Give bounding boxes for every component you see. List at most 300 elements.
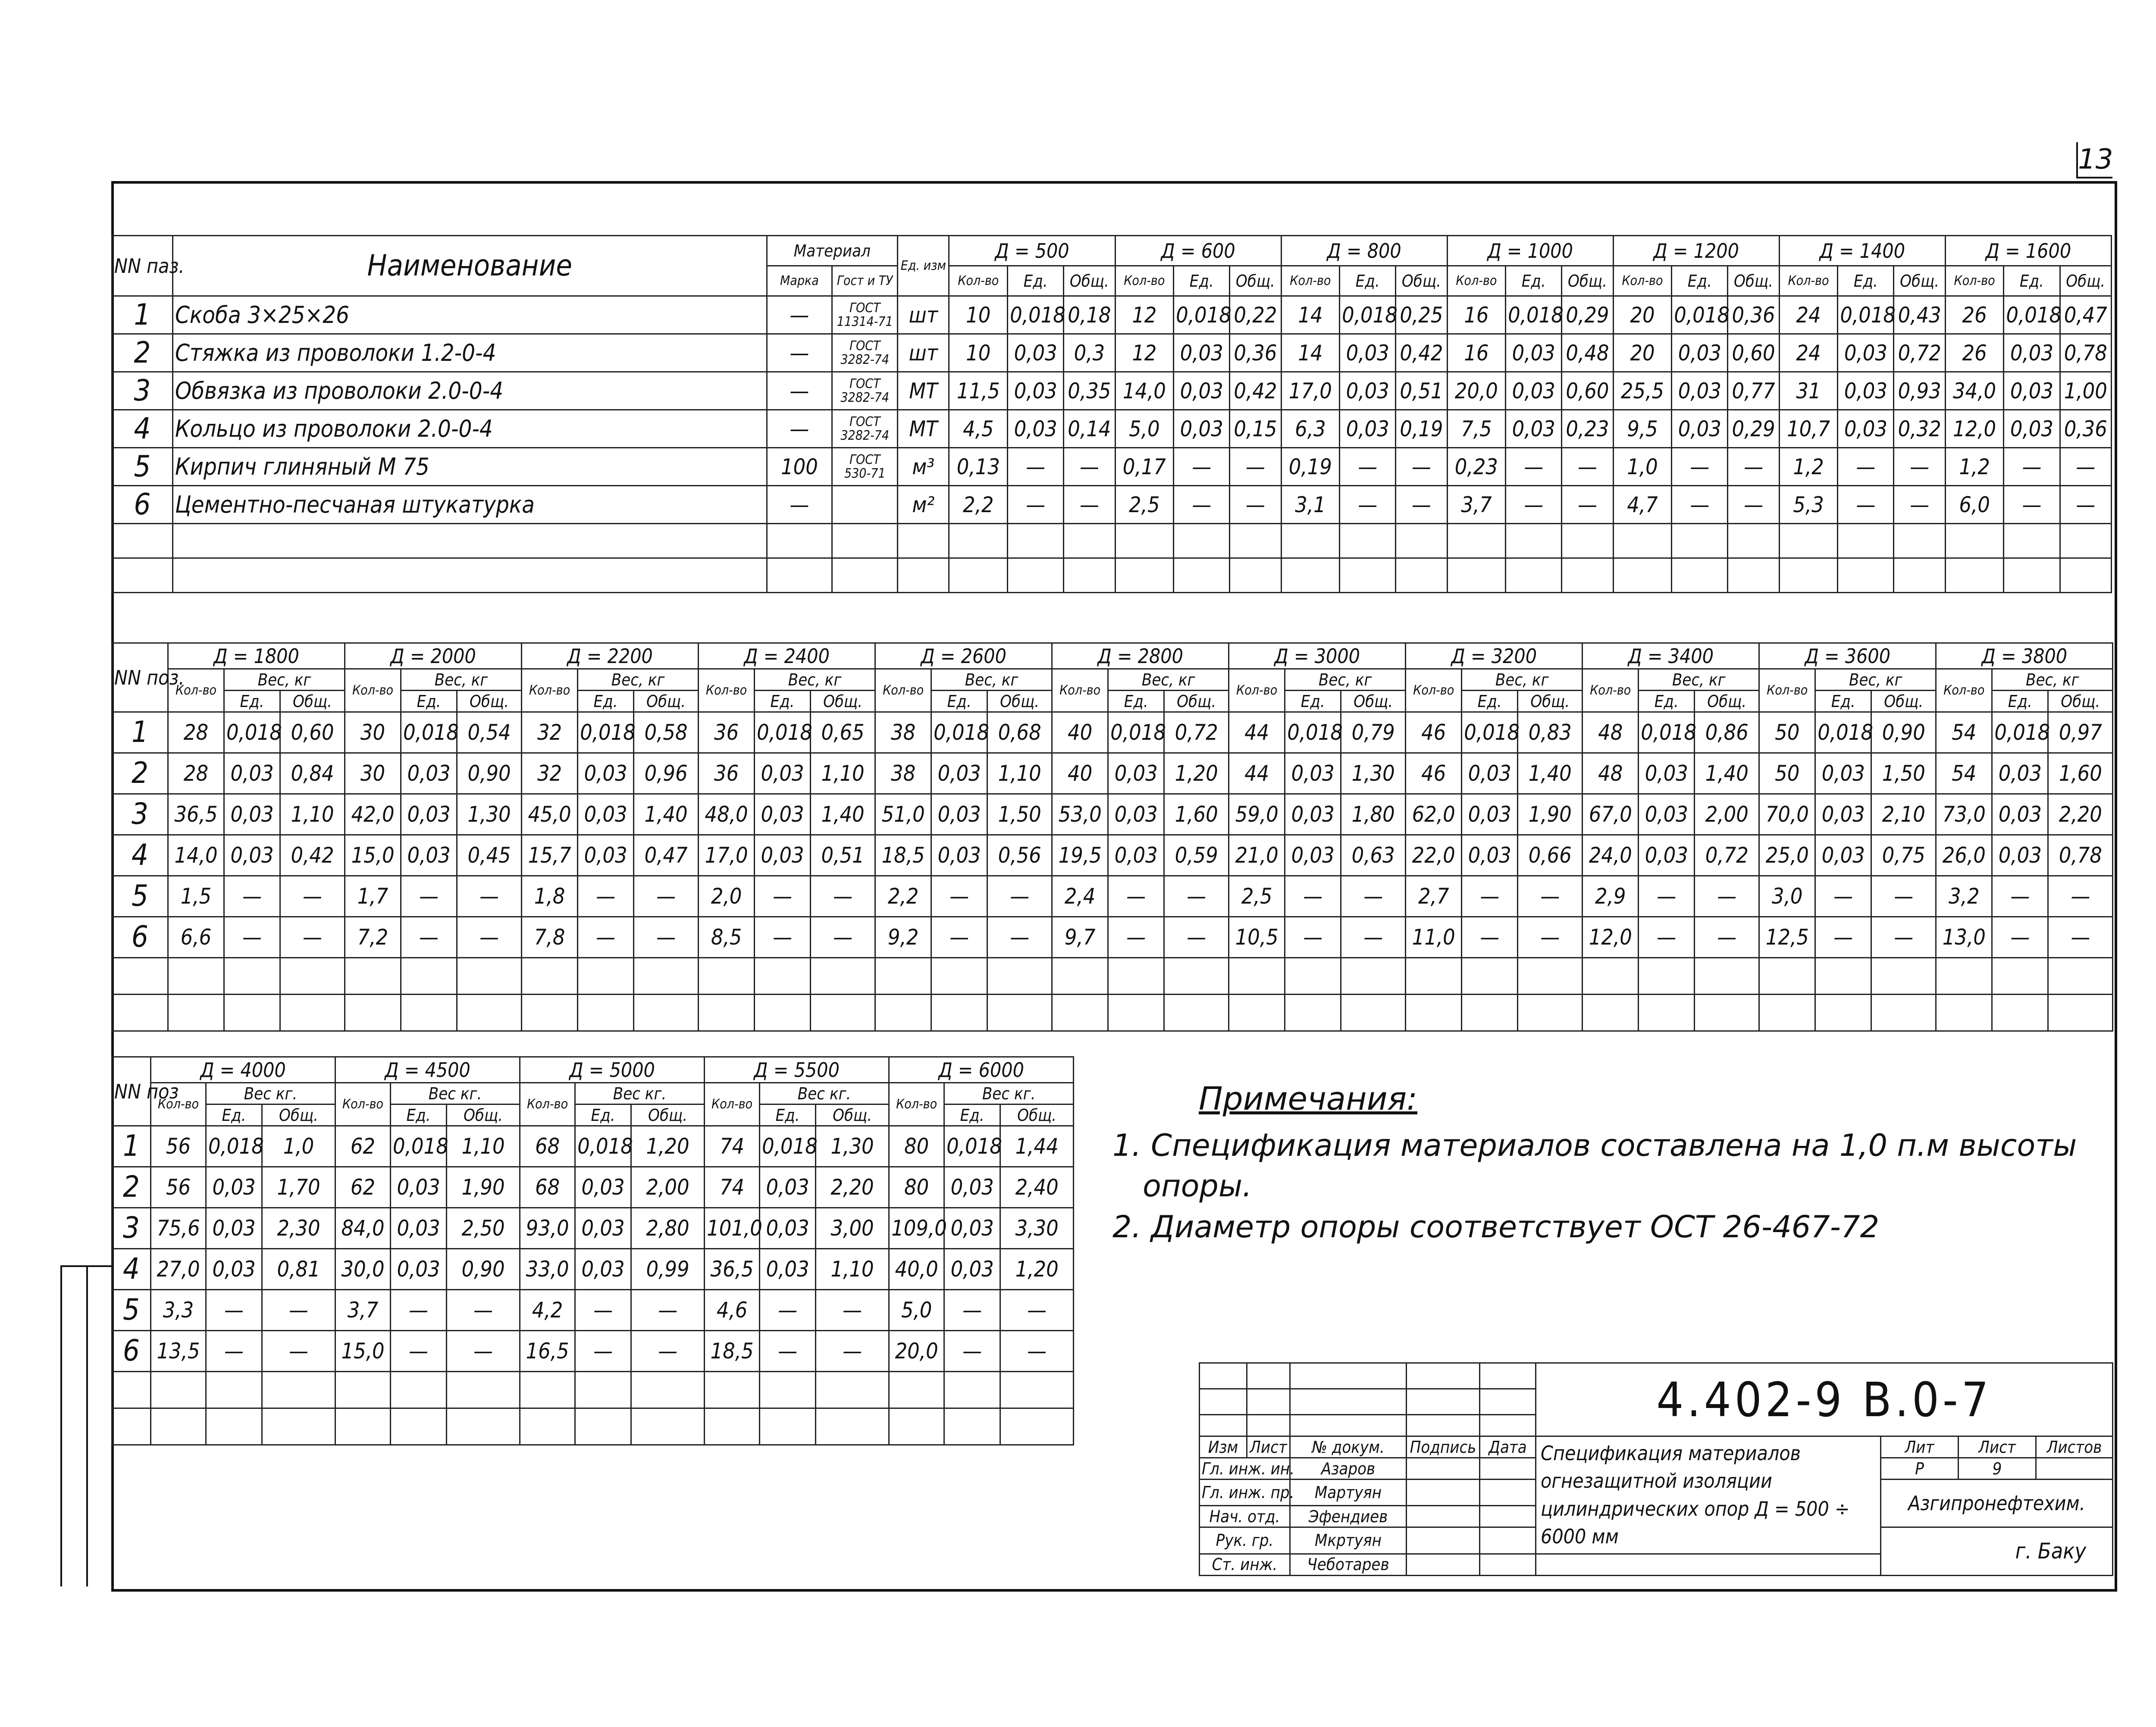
col-kol: Кол-во (1945, 266, 2004, 296)
cell-value: 0,018 (1639, 712, 1695, 753)
row-pos: 4 (112, 835, 168, 876)
cell-value: 40,0 (889, 1249, 944, 1290)
cell-value: 62 (335, 1167, 391, 1208)
col-ves-ed: Ед. (401, 691, 457, 712)
tb-description: Спецификация материалов огнезащитной изоляции цилиндрических опор Д = 500 ÷ 6000 мм (1536, 1436, 1881, 1554)
spec-table-middle (111, 642, 2113, 1032)
cell-value: 101,0 (705, 1208, 760, 1249)
col-ves-obsh: Общ. (457, 691, 522, 712)
cell-value: 14,0 (1115, 372, 1174, 410)
cell-value: 4,6 (705, 1290, 760, 1331)
col-ves-ed: Ед. (578, 691, 634, 712)
cell-value: 40 (1052, 712, 1108, 753)
cell-value: — (206, 1331, 262, 1372)
tb-sheet: 9 (1959, 1458, 2036, 1480)
row-unit: МТ (898, 410, 949, 448)
cell-value: — (1518, 917, 1583, 958)
cell-value: 10 (949, 334, 1008, 372)
cell-value: 26 (1945, 334, 2004, 372)
col-nn: NN паз. (112, 236, 173, 296)
col-ves-ed: Ед. (1340, 266, 1396, 296)
col-ves-ed: Ед. (1462, 691, 1518, 712)
cell-value: 0,90 (457, 753, 522, 794)
cell-value: — (457, 917, 522, 958)
cell-value: — (1838, 448, 1894, 486)
diameter-group-header: Д = 1200 (1613, 236, 1779, 266)
diameter-group-header: Д = 4500 (335, 1057, 520, 1083)
tb-h-doc: № докум. (1290, 1436, 1407, 1458)
row-gost: ГОСТ 530-71 (832, 448, 898, 486)
cell-value: — (1639, 917, 1695, 958)
cell-value: 13,5 (151, 1331, 206, 1372)
cell-value: — (401, 876, 457, 917)
cell-value: 84,0 (335, 1208, 391, 1249)
cell-value: 0,03 (1815, 753, 1871, 794)
cell-value: 0,018 (1108, 712, 1164, 753)
cell-value: 2,80 (631, 1208, 705, 1249)
cell-value: 36,5 (705, 1249, 760, 1290)
cell-value: 53,0 (1052, 794, 1108, 835)
col-ves-ed: Ед. (1174, 266, 1230, 296)
row-pos: 6 (112, 1331, 151, 1372)
cell-value: 11,0 (1406, 917, 1462, 958)
cell-value: 24 (1779, 334, 1838, 372)
cell-value: 0,03 (755, 835, 811, 876)
cell-value: 0,018 (391, 1126, 447, 1167)
cell-value: — (944, 1331, 1000, 1372)
cell-value: 0,03 (1008, 334, 1064, 372)
row-pos: 5 (112, 448, 173, 486)
cell-value: 18,5 (875, 835, 931, 876)
cell-value: 20,0 (1447, 372, 1506, 410)
cell-value: 0,78 (2060, 334, 2111, 372)
cell-value: 12,5 (1759, 917, 1815, 958)
col-ves-obsh: Общ. (1164, 691, 1229, 712)
cell-value: 0,03 (575, 1208, 631, 1249)
cell-value: 12,0 (1945, 410, 2004, 448)
cell-value: 38 (875, 712, 931, 753)
cell-value: 0,18 (1064, 296, 1115, 334)
tb-h-podp: Подпись (1407, 1436, 1480, 1458)
table-row (112, 1249, 1074, 1290)
cell-value: 0,018 (1672, 296, 1728, 334)
cell-value: 0,03 (1008, 410, 1064, 448)
cell-value: 0,018 (931, 712, 987, 753)
cell-value: — (631, 1290, 705, 1331)
cell-value: 0,23 (1447, 448, 1506, 486)
col-ves-obsh: Общ. (1396, 266, 1447, 296)
cell-value: 27,0 (151, 1249, 206, 1290)
cell-value: 56 (151, 1126, 206, 1167)
col-ves-ed: Ед. (1992, 691, 2048, 712)
cell-value: 32 (522, 712, 578, 753)
row-name: Стяжка из проволоки 1.2-0-4 (173, 334, 767, 372)
cell-value: 7,5 (1447, 410, 1506, 448)
cell-value: 1,90 (447, 1167, 520, 1208)
cell-value: — (1000, 1331, 1074, 1372)
cell-value: 34,0 (1945, 372, 2004, 410)
row-marka: 100 (767, 448, 832, 486)
cell-value: 0,018 (944, 1126, 1000, 1167)
cell-value: — (2004, 448, 2060, 486)
cell-value: 2,30 (262, 1208, 335, 1249)
cell-value: 0,17 (1115, 448, 1174, 486)
cell-value: 0,03 (760, 1167, 816, 1208)
cell-value: 62 (335, 1126, 391, 1167)
cell-value: — (1672, 448, 1728, 486)
cell-value: 0,51 (1396, 372, 1447, 410)
col-ves: Вес кг. (760, 1083, 889, 1104)
cell-value: 1,44 (1000, 1126, 1074, 1167)
cell-value: 1,20 (1000, 1249, 1074, 1290)
col-ves-obsh: Общ. (1871, 691, 1936, 712)
cell-value: — (816, 1331, 889, 1372)
cell-value: 1,30 (457, 794, 522, 835)
col-kol: Кол-во (699, 669, 755, 712)
cell-value: 6,0 (1945, 486, 2004, 524)
cell-value: 2,10 (1871, 794, 1936, 835)
row-pos: 2 (112, 1167, 151, 1208)
cell-value: 22,0 (1406, 835, 1462, 876)
tb-person: Мкртуян (1290, 1527, 1407, 1554)
cell-value: — (1108, 876, 1164, 917)
diameter-group-header: Д = 5500 (705, 1057, 889, 1083)
tb-role: Гл. инж. ин. (1200, 1458, 1290, 1480)
cell-value: 3,0 (1759, 876, 1815, 917)
table-row (112, 753, 2113, 794)
cell-value: — (1695, 876, 1759, 917)
cell-value: 26 (1945, 296, 2004, 334)
row-pos: 5 (112, 876, 168, 917)
cell-value: 0,63 (1341, 835, 1406, 876)
col-ves-ed: Ед. (760, 1104, 816, 1126)
tb-role: Рук. гр. (1200, 1527, 1290, 1554)
title-block (1199, 1362, 2113, 1576)
cell-value: — (811, 917, 875, 958)
cell-value: 1,80 (1341, 794, 1406, 835)
cell-value: — (224, 876, 280, 917)
cell-value: 15,7 (522, 835, 578, 876)
col-ves-ed: Ед. (1639, 691, 1695, 712)
col-kol: Кол-во (1583, 669, 1639, 712)
cell-value: 14 (1281, 296, 1340, 334)
col-kol: Кол-во (1281, 266, 1340, 296)
col-ves-obsh: Общ. (1894, 266, 1945, 296)
table-row (112, 917, 2113, 958)
cell-value: — (1506, 448, 1562, 486)
col-ves-ed: Ед. (575, 1104, 631, 1126)
cell-value: 1,2 (1779, 448, 1838, 486)
cell-value: 74 (705, 1167, 760, 1208)
row-gost (832, 486, 898, 524)
cell-value: 0,018 (1008, 296, 1064, 334)
cell-value: 16,5 (520, 1331, 575, 1372)
row-pos: 2 (112, 753, 168, 794)
row-gost: ГОСТ 3282-74 (832, 410, 898, 448)
cell-value: 0,03 (575, 1167, 631, 1208)
cell-value: 0,32 (1894, 410, 1945, 448)
table-row (112, 835, 2113, 876)
col-kol: Кол-во (1052, 669, 1108, 712)
cell-value: 2,0 (699, 876, 755, 917)
cell-value: 1,60 (1164, 794, 1229, 835)
col-ves: Вес кг. (944, 1083, 1074, 1104)
row-unit: м³ (898, 448, 949, 486)
empty-row (112, 524, 2112, 558)
diameter-group-header: Д = 1000 (1447, 236, 1613, 266)
cell-value: 32 (522, 753, 578, 794)
cell-value: 2,50 (447, 1208, 520, 1249)
cell-value: 5,0 (889, 1290, 944, 1331)
cell-value: 75,6 (151, 1208, 206, 1249)
col-unit: Ед. изм (898, 236, 949, 296)
cell-value: 51,0 (875, 794, 931, 835)
col-ves-obsh: Общ. (2060, 266, 2111, 296)
col-ves-obsh: Общ. (280, 691, 345, 712)
cell-value: 46 (1406, 753, 1462, 794)
cell-value: — (1174, 486, 1230, 524)
cell-value: — (578, 876, 634, 917)
cell-value: — (1871, 876, 1936, 917)
col-ves: Вес, кг (1992, 669, 2113, 691)
cell-value: — (280, 917, 345, 958)
cell-value: 0,54 (457, 712, 522, 753)
cell-value: 1,60 (2048, 753, 2113, 794)
cell-value: — (1728, 486, 1779, 524)
col-ves-obsh: Общ. (1230, 266, 1281, 296)
tb-person: Эфендиев (1290, 1506, 1407, 1527)
cell-value: 38 (875, 753, 931, 794)
table-row (112, 334, 2112, 372)
cell-value: 20,0 (889, 1331, 944, 1372)
cell-value: — (2048, 917, 2113, 958)
col-ves-obsh: Общ. (816, 1104, 889, 1126)
table-row (112, 876, 2113, 917)
cell-value: 93,0 (520, 1208, 575, 1249)
cell-value: 0,018 (1838, 296, 1894, 334)
row-marka: — (767, 486, 832, 524)
tb-city: г. Баку (1881, 1527, 2113, 1575)
cell-value: — (1992, 876, 2048, 917)
cell-value: 48 (1583, 753, 1639, 794)
tb-person: Азаров (1290, 1458, 1407, 1480)
table-row (112, 1208, 1074, 1249)
row-unit: м² (898, 486, 949, 524)
col-ves: Вес, кг (1639, 669, 1759, 691)
col-ves-ed: Ед. (391, 1104, 447, 1126)
col-ves-obsh: Общ. (1000, 1104, 1074, 1126)
notes-title: Примечания: (1199, 1080, 1418, 1117)
cell-value: 0,03 (224, 753, 280, 794)
cell-value: 44 (1229, 753, 1285, 794)
cell-value: — (1894, 486, 1945, 524)
cell-value: 0,018 (1285, 712, 1341, 753)
cell-value: 0,03 (944, 1167, 1000, 1208)
col-ves-obsh: Общ. (1341, 691, 1406, 712)
row-pos: 1 (112, 296, 173, 334)
col-kol: Кол-во (1759, 669, 1815, 712)
cell-value: 1,30 (816, 1126, 889, 1167)
cell-value: 1,40 (811, 794, 875, 835)
cell-value: — (987, 876, 1052, 917)
cell-value: 1,10 (447, 1126, 520, 1167)
cell-value: 1,2 (1945, 448, 2004, 486)
note-1-cont: опоры. (1143, 1168, 1252, 1204)
col-ves-obsh: Общ. (634, 691, 699, 712)
cell-value: 0,03 (1108, 794, 1164, 835)
table-row (112, 410, 2112, 448)
cell-value: 0,75 (1871, 835, 1936, 876)
cell-value: — (1506, 486, 1562, 524)
cell-value: 26,0 (1936, 835, 1992, 876)
cell-value: 30 (345, 712, 401, 753)
cell-value: 10 (949, 296, 1008, 334)
cell-value: 50 (1759, 753, 1815, 794)
col-ves-ed: Ед. (755, 691, 811, 712)
cell-value: 0,03 (1285, 835, 1341, 876)
cell-value: 15,0 (335, 1331, 391, 1372)
cell-value: 0,60 (280, 712, 345, 753)
cell-value: 12 (1115, 334, 1174, 372)
table-row (112, 1331, 1074, 1372)
cell-value: 3,00 (816, 1208, 889, 1249)
col-ves-ed: Ед. (1008, 266, 1064, 296)
tb-role: Ст. инж. (1200, 1554, 1290, 1575)
cell-value: 0,03 (1639, 835, 1695, 876)
diameter-group-header: Д = 2800 (1052, 643, 1229, 669)
cell-value: 10,5 (1229, 917, 1285, 958)
cell-value: — (1728, 448, 1779, 486)
cell-value: 0,03 (1992, 835, 2048, 876)
col-kol: Кол-во (335, 1083, 391, 1126)
col-kol: Кол-во (168, 669, 224, 712)
cell-value: — (447, 1331, 520, 1372)
cell-value: 0,03 (1174, 372, 1230, 410)
spec-table-bottom (111, 1056, 1074, 1445)
cell-value: 21,0 (1229, 835, 1285, 876)
cell-value: — (1000, 1290, 1074, 1331)
col-ves-ed: Ед. (1108, 691, 1164, 712)
cell-value: 2,5 (1229, 876, 1285, 917)
cell-value: 0,72 (1894, 334, 1945, 372)
col-ves-ed: Ед. (1838, 266, 1894, 296)
col-ves-ed: Ед. (944, 1104, 1000, 1126)
cell-value: 1,10 (811, 753, 875, 794)
cell-value: 0,47 (634, 835, 699, 876)
cell-value: 0,19 (1396, 410, 1447, 448)
diameter-group-header: Д = 1800 (168, 643, 345, 669)
col-ves-obsh: Общ. (2048, 691, 2113, 712)
cell-value: — (1695, 917, 1759, 958)
col-ves: Вес кг. (206, 1083, 335, 1104)
cell-value: — (575, 1290, 631, 1331)
col-ves-obsh: Общ. (811, 691, 875, 712)
cell-value: 0,42 (1396, 334, 1447, 372)
cell-value: 0,90 (1871, 712, 1936, 753)
sheet-number: 13 (2076, 142, 2112, 178)
cell-value: 2,00 (1695, 794, 1759, 835)
col-ves: Вес, кг (224, 669, 345, 691)
cell-value: 6,3 (1281, 410, 1340, 448)
cell-value: 0,03 (1174, 334, 1230, 372)
cell-value: 0,78 (2048, 835, 2113, 876)
table-row (112, 1167, 1074, 1208)
cell-value: 0,03 (1672, 334, 1728, 372)
col-ves: Вес, кг (755, 669, 875, 691)
cell-value: 20 (1613, 296, 1672, 334)
col-ves: Вес, кг (1815, 669, 1936, 691)
cell-value: — (1462, 876, 1518, 917)
cell-value: 0,03 (2004, 410, 2060, 448)
cell-value: 6,6 (168, 917, 224, 958)
tb-h-sheets: Листов (2036, 1436, 2113, 1458)
cell-value: 25,0 (1759, 835, 1815, 876)
cell-value: 3,3 (151, 1290, 206, 1331)
cell-value: — (2060, 486, 2111, 524)
col-kol: Кол-во (875, 669, 931, 712)
cell-value: 31 (1779, 372, 1838, 410)
cell-value: 0,79 (1341, 712, 1406, 753)
cell-value: 0,018 (760, 1126, 816, 1167)
cell-value: 0,93 (1894, 372, 1945, 410)
note-1: 1. Спецификация материалов составлена на 1,0 п.м высоты (1112, 1127, 2077, 1163)
cell-value: 0,43 (1894, 296, 1945, 334)
cell-value: 0,03 (1285, 753, 1341, 794)
cell-value: 0,03 (1992, 753, 2048, 794)
cell-value: — (1815, 876, 1871, 917)
col-gost: Гост и ТУ (832, 266, 898, 296)
col-ves: Вес кг. (391, 1083, 520, 1104)
cell-value: 19,5 (1052, 835, 1108, 876)
cell-value: — (944, 1290, 1000, 1331)
cell-value: 0,99 (631, 1249, 705, 1290)
cell-value: 0,36 (1728, 296, 1779, 334)
cell-value: — (1164, 917, 1229, 958)
cell-value: — (2048, 876, 2113, 917)
cell-value: — (1230, 486, 1281, 524)
col-kol: Кол-во (522, 669, 578, 712)
table-row (112, 1290, 1074, 1331)
cell-value: 0,03 (1815, 835, 1871, 876)
cell-value: 1,50 (1871, 753, 1936, 794)
row-gost: ГОСТ 3282-74 (832, 372, 898, 410)
cell-value: — (1341, 876, 1406, 917)
diameter-group-header: Д = 6000 (889, 1057, 1074, 1083)
diameter-group-header: Д = 3400 (1583, 643, 1759, 669)
row-name: Обвязка из проволоки 2.0-0-4 (173, 372, 767, 410)
row-gost: ГОСТ 3282-74 (832, 334, 898, 372)
row-pos: 6 (112, 917, 168, 958)
cell-value: 0,60 (1562, 372, 1613, 410)
tb-h-list: Лист (1247, 1436, 1290, 1458)
cell-value: 0,90 (447, 1249, 520, 1290)
diameter-group-header: Д = 2400 (699, 643, 875, 669)
cell-value: 0,03 (2004, 372, 2060, 410)
cell-value: 0,03 (1462, 835, 1518, 876)
cell-value: 36 (699, 753, 755, 794)
cell-value: — (1008, 448, 1064, 486)
cell-value: 0,03 (224, 835, 280, 876)
diameter-group-header: Д = 800 (1281, 236, 1447, 266)
cell-value: 2,2 (875, 876, 931, 917)
cell-value: 24 (1779, 296, 1838, 334)
cell-value: 28 (168, 753, 224, 794)
cell-value: — (1518, 876, 1583, 917)
cell-value: 20 (1613, 334, 1672, 372)
cell-value: 4,5 (949, 410, 1008, 448)
cell-value: 30 (345, 753, 401, 794)
cell-value: 0,03 (1285, 794, 1341, 835)
